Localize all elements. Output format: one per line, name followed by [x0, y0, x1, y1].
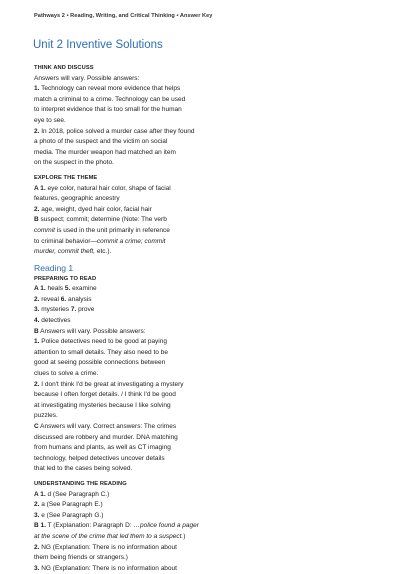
answer-line: features, geographic ancestry	[34, 195, 120, 203]
answer-text: suspect; commit; determine (Note: The verb	[38, 216, 167, 224]
answer-line: attention to small details. They also need to be	[34, 348, 168, 356]
item-number: 2.	[34, 501, 40, 509]
item-number: 6.	[60, 295, 67, 303]
answer-line: discussed are robbery and murder. DNA matching	[34, 433, 178, 441]
item-number: 4.	[34, 317, 40, 325]
answer-text: analysis	[66, 295, 92, 303]
answer-text: etc.).	[95, 248, 112, 256]
item-letter: B	[34, 216, 39, 224]
answer-line: Answers will vary. Possible answers:	[34, 74, 140, 82]
item-number: 2.	[34, 543, 40, 551]
answer-text: d (See Paragraph C.)	[45, 490, 110, 498]
section-title-reading-1: Reading 1	[34, 262, 74, 273]
answer-line: clues to solve a crime.	[34, 370, 99, 378]
answer-text: mysteries	[39, 306, 71, 314]
answer-line: eye to see.	[34, 116, 66, 124]
answer-line	[34, 205, 379, 216]
item-number: 3.	[34, 511, 40, 519]
answer-line: that led to the cases being solved.	[34, 465, 133, 473]
answer-line	[34, 305, 379, 316]
answer-line: at investigating mysteries because I like solving	[34, 401, 171, 409]
answer-text: NG (Explanation: There is no information about	[39, 564, 177, 572]
answer-line	[34, 84, 379, 95]
answer-text: In 2018, police solved a murder case after they found	[39, 127, 195, 135]
answer-line	[34, 337, 379, 348]
answer-text: age, weight, dyed hair color, facial hair	[39, 205, 152, 213]
page-title: Unit 2 Inventive Solutions	[33, 39, 163, 51]
item-number: 2.	[34, 295, 40, 303]
section-heading-preparing-to-read: PREPARING TO READ	[34, 275, 97, 282]
item-number: 2.	[34, 127, 40, 135]
answer-line	[34, 295, 379, 306]
answer-line	[34, 327, 379, 338]
answer-line: match a criminal to a crime. Technology can be used	[34, 95, 186, 103]
answer-line	[34, 380, 379, 391]
item-number: 5.	[64, 285, 71, 293]
answer-text: NG (Explanation: There is no information about	[39, 543, 177, 551]
answer-text: to criminal behavior—	[34, 237, 97, 245]
answer-line	[34, 511, 379, 522]
item-number: A 1.	[34, 490, 46, 498]
answer-text: is used in the unit primarily in reference	[54, 226, 170, 234]
answer-text: Police detectives need to be good at paying	[39, 338, 167, 346]
answer-text: reveal	[39, 295, 61, 303]
answer-line: good at seeing possible connections between	[34, 359, 166, 367]
section-heading-think-and-discuss: THINK AND DISCUSS	[34, 65, 94, 71]
answer-text: I don't think I'd be great at investigating a mystery	[39, 380, 184, 388]
italic-term: commit	[34, 226, 55, 234]
answer-line: a photo of the suspect and the victim on social	[34, 138, 168, 146]
answer-line: technology, helped detectives uncover details	[34, 454, 165, 462]
answer-text: heals	[45, 285, 65, 293]
italic-quote: …police found a pager	[133, 522, 199, 530]
answer-line: from humans and plants, as well as CT imaging	[34, 444, 171, 452]
item-number: 3.	[34, 306, 40, 314]
answer-line	[34, 490, 379, 501]
answer-line	[34, 532, 379, 543]
item-number: 1.	[34, 338, 40, 346]
answer-text: )	[183, 532, 186, 540]
answer-line	[34, 422, 379, 433]
item-number: 3.	[34, 564, 40, 572]
italic-quote: at the scene of the crime that led them to a suspect.	[34, 532, 184, 540]
section-heading-explore-the-theme: EXPLORE THE THEME	[34, 174, 98, 181]
answer-text: e (See Paragraph G.)	[39, 511, 104, 519]
section-heading-understanding-the-reading: UNDERSTANDING THE READING	[34, 480, 127, 487]
answer-text: detectives	[39, 317, 71, 325]
item-number: A 1.	[34, 285, 46, 293]
answer-line	[34, 215, 379, 226]
answer-text: examine	[70, 285, 97, 293]
answer-line	[34, 226, 379, 237]
answer-text: a (See Paragraph E.)	[39, 501, 103, 509]
item-number: 2.	[34, 380, 40, 388]
answer-text: Answers will vary. Correct answers: The crimes	[38, 423, 177, 430]
item-number: 7.	[70, 306, 77, 314]
item-number: 1.	[34, 85, 40, 93]
answer-line	[34, 500, 379, 511]
answer-line: to interpret evidence that is too small for the human	[34, 106, 182, 114]
answer-text: prove	[76, 306, 95, 314]
answer-line: puzzles.	[34, 412, 58, 420]
answer-line	[34, 237, 379, 248]
answer-line	[34, 543, 379, 554]
answer-line	[34, 284, 379, 295]
italic-term: murder, commit theft,	[34, 248, 96, 256]
running-header: Pathways 2 • Reading, Writing, and Critical Thinking • Answer Key	[34, 13, 213, 19]
item-number: B 1.	[34, 522, 46, 530]
answer-line	[34, 316, 379, 327]
answer-text: Answers will vary. Possible answers:	[38, 327, 146, 335]
answer-line	[34, 521, 379, 532]
answer-line	[34, 184, 379, 195]
answer-line: because I often forget details. / I think I'd be good	[34, 391, 176, 399]
answer-line	[34, 247, 379, 258]
answer-line	[34, 127, 379, 138]
italic-term: commit a crime; commit	[96, 237, 166, 245]
answer-text: eye color, natural hair color, shape of facial	[45, 184, 171, 192]
item-number: 2.	[34, 205, 40, 213]
answer-line: media. The murder weapon had matched an item	[34, 148, 176, 156]
answer-content	[34, 63, 379, 574]
item-letter: C	[34, 423, 39, 430]
item-letter: B	[34, 327, 39, 335]
item-number: A 1.	[34, 184, 46, 192]
answer-text: Technology can reveal more evidence that helps	[39, 85, 181, 93]
answer-line	[34, 564, 379, 574]
answer-line: them being friends or strangers.)	[34, 554, 128, 562]
answer-line: on the suspect in the photo.	[34, 159, 114, 167]
answer-text: T (Explanation: Paragraph D:	[45, 522, 134, 530]
